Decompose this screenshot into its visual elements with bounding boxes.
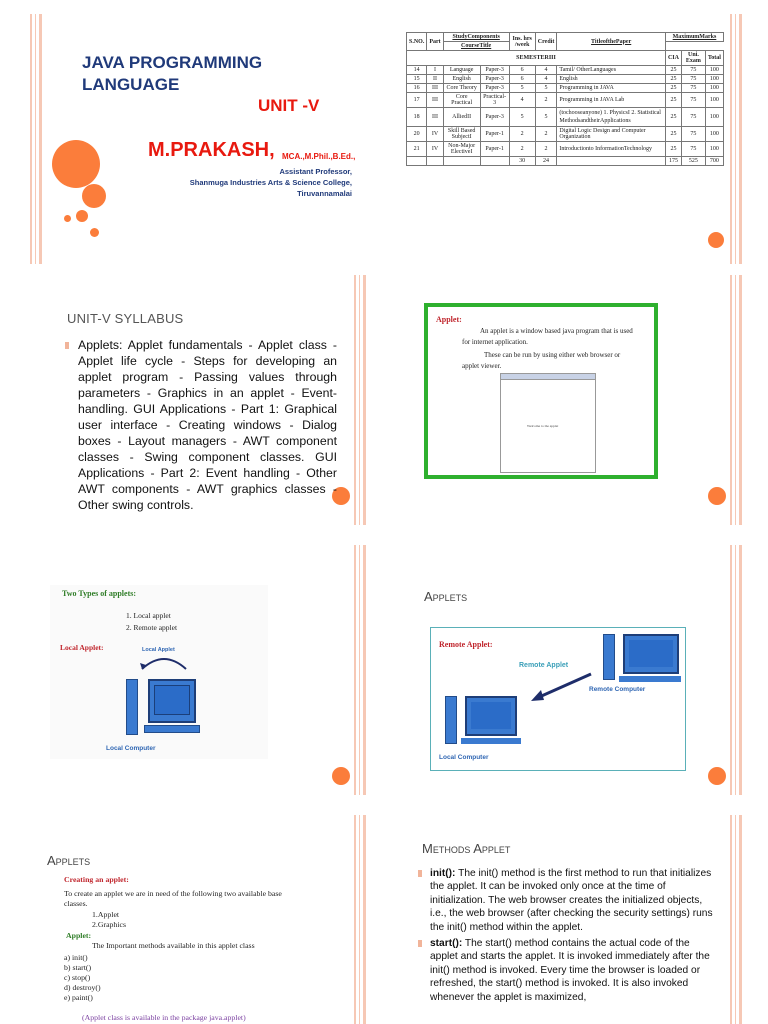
table-row: 16 III Core Theory Paper-3 5 5 Programming in JAVA 25 75 100: [407, 84, 724, 93]
creating-applet-image: Creating an applet: To create an applet we are in need of the following two available base classes. 1.Applet 2.Graphics Applet: The Important methods available in this applet class a) init() b) start() c) stop() d) destroy() e) paint() (Applet class is available in the package java.applet): [58, 873, 308, 1024]
decor-circle: [52, 140, 100, 188]
arrow-icon: [527, 670, 597, 704]
decor-circle: [708, 232, 724, 248]
methods-list: [418, 867, 718, 1007]
slide-applet-definition: [396, 275, 758, 525]
decor-stripes: [730, 14, 744, 264]
slide-heading: UNIT-V SYLLABUS: [67, 311, 184, 326]
list-item: init(): The init() method is the first method to run that initializes the applet. It can be invoked only once at the time of initialization. The web browser creates the initialized objects, i.e., the web browser (after checking the security settings) runs the init() method within the applet.: [418, 867, 718, 934]
course-title: JAVA PROGRAMMING LANGUAGE: [82, 53, 263, 94]
unit-label: UNIT -V: [258, 96, 320, 115]
remote-applet-image: Remote Applet: Remote Applet Remote Computer Local Computer: [430, 627, 686, 771]
table-row: 18 III AlliedII Paper-3 5 5 (tochooseanyone) 1. PhysicsI 2. Statistical MethodsandtheirApplications 25 75 100: [407, 108, 724, 127]
slide-heading: Methods Applet: [422, 841, 511, 856]
decor-circle: [64, 215, 71, 222]
slide-methods-applet: [396, 815, 758, 1024]
slide-heading: Applets: [47, 853, 91, 868]
decor-stripes: [30, 14, 44, 264]
slide-heading: Applets: [424, 589, 468, 604]
author-name: M.PRAKASH,: [148, 139, 275, 161]
slide-remote-applet: [396, 545, 758, 795]
table-row: 15 II English Paper-3 6 4 English 25 75 100: [407, 75, 724, 84]
tower-icon: [126, 679, 138, 735]
slide-unit-syllabus: [20, 275, 382, 525]
decor-stripes: [354, 815, 368, 1024]
bullet: [418, 870, 422, 877]
table-row: 14 I Language Paper-3 6 4 Tamil/ OtherLanguages 25 75 100: [407, 66, 724, 75]
author-affiliation: Assistant Professor, Shanmuga Industries Arts & Science College, Tiruvannamalai: [189, 167, 352, 198]
decor-stripes: [730, 815, 744, 1024]
arrow-icon: [134, 653, 194, 673]
list-item: start(): The start() method contains the actual code of the applet and starts the applet. It is invoked immediately after the init() method is invoked. Every time the browser is loaded or refreshed, the start() method is invoked. It is also invoked whenever the applet is maximized,: [418, 937, 718, 1004]
monitor-icon: [465, 696, 517, 736]
marks-table: S.NO. Part StudyComponents Ins. hrs /week Credit TitleofthePaper MaximumMarks CourseTitle SEMESTERIII CIA Uni. Exam Total 14 I Language Paper-3 6 4 Tamil/ OtherLanguages 25 75 100 15 II English Paper-3 6 4 English 25 75 100 16 III Core Theory Paper-3 5 5 Programming in JAVA 25 75 100 17 III Core Practical Practical-3 4 2 Programming in JAVA Lab 25 75 100 18 III AlliedII Paper-3 5 5 (tochooseanyone) 1. PhysicsI 2. Statistical MethodsandtheirApplications 25 75 100 20 IV Skill Based SubjectI Paper-1 2 2 Digital Logic Design and Computer Organization 25 75 100 21 IV Non-Major ElectiveI Paper-1 2 2 Introductionto InformationTechnology 25 75 100 30 24 175 525 700: [406, 32, 724, 166]
decor-circle: [332, 767, 350, 785]
tower-icon: [603, 634, 615, 680]
decor-circle: [708, 487, 726, 505]
table-row: 20 IV Skill Based SubjectI Paper-1 2 2 Digital Logic Design and Computer Organization 25 75 100: [407, 127, 724, 142]
table-row: 21 IV Non-Major ElectiveI Paper-1 2 2 Introductionto InformationTechnology 25 75 100: [407, 142, 724, 157]
tower-icon: [445, 696, 457, 744]
monitor-icon: [148, 679, 196, 723]
bullet: [418, 940, 422, 947]
decor-circle: [90, 228, 99, 237]
decor-stripes: [730, 275, 744, 525]
applet-image: Applet: An applet is a window based java program that is used for internet application. These can be run by using either web browser or applet viewer. Welcome to the applet: [424, 303, 658, 479]
decor-stripes: [354, 545, 368, 795]
decor-stripes: [730, 545, 744, 795]
decor-stripes: [354, 275, 368, 525]
syllabus-text: Applets: Applet fundamentals - Applet class - Applet life cycle - Steps for developing an applet program - Passing values through parameters - Graphics in an applet - Event-handling. GUI Applications - Part 1: Graphical user interface - Creating windows - Dialog boxes - Layout managers - AWT component classes - Swing component classes. GUI Applications - Part 2: Event handling - Other AWT components - AWT graphics classes - Other swing controls.: [65, 337, 337, 513]
table-row: 30 24 175 525 700: [407, 157, 724, 166]
decor-circle: [82, 184, 106, 208]
author-degrees: MCA.,M.Phil.,B.Ed.,: [282, 152, 356, 161]
bullet: [65, 342, 69, 349]
table-row: 17 III Core Practical Practical-3 4 2 Programming in JAVA Lab 25 75 100: [407, 93, 724, 108]
applet-types-image: Two Types of applets: 1. Local applet 2. Remote applet Local Applet: Local Applet Local Computer: [50, 585, 268, 759]
applet-viewer-window: Welcome to the applet: [500, 373, 596, 473]
monitor-icon: [623, 634, 679, 674]
slide-types-of-applets: [20, 545, 382, 795]
slide-creating-applet: [20, 815, 382, 1024]
decor-circle: [708, 767, 726, 785]
slide-title: [20, 14, 382, 264]
slide-syllabus-table: [396, 14, 758, 264]
decor-circle: [76, 210, 88, 222]
